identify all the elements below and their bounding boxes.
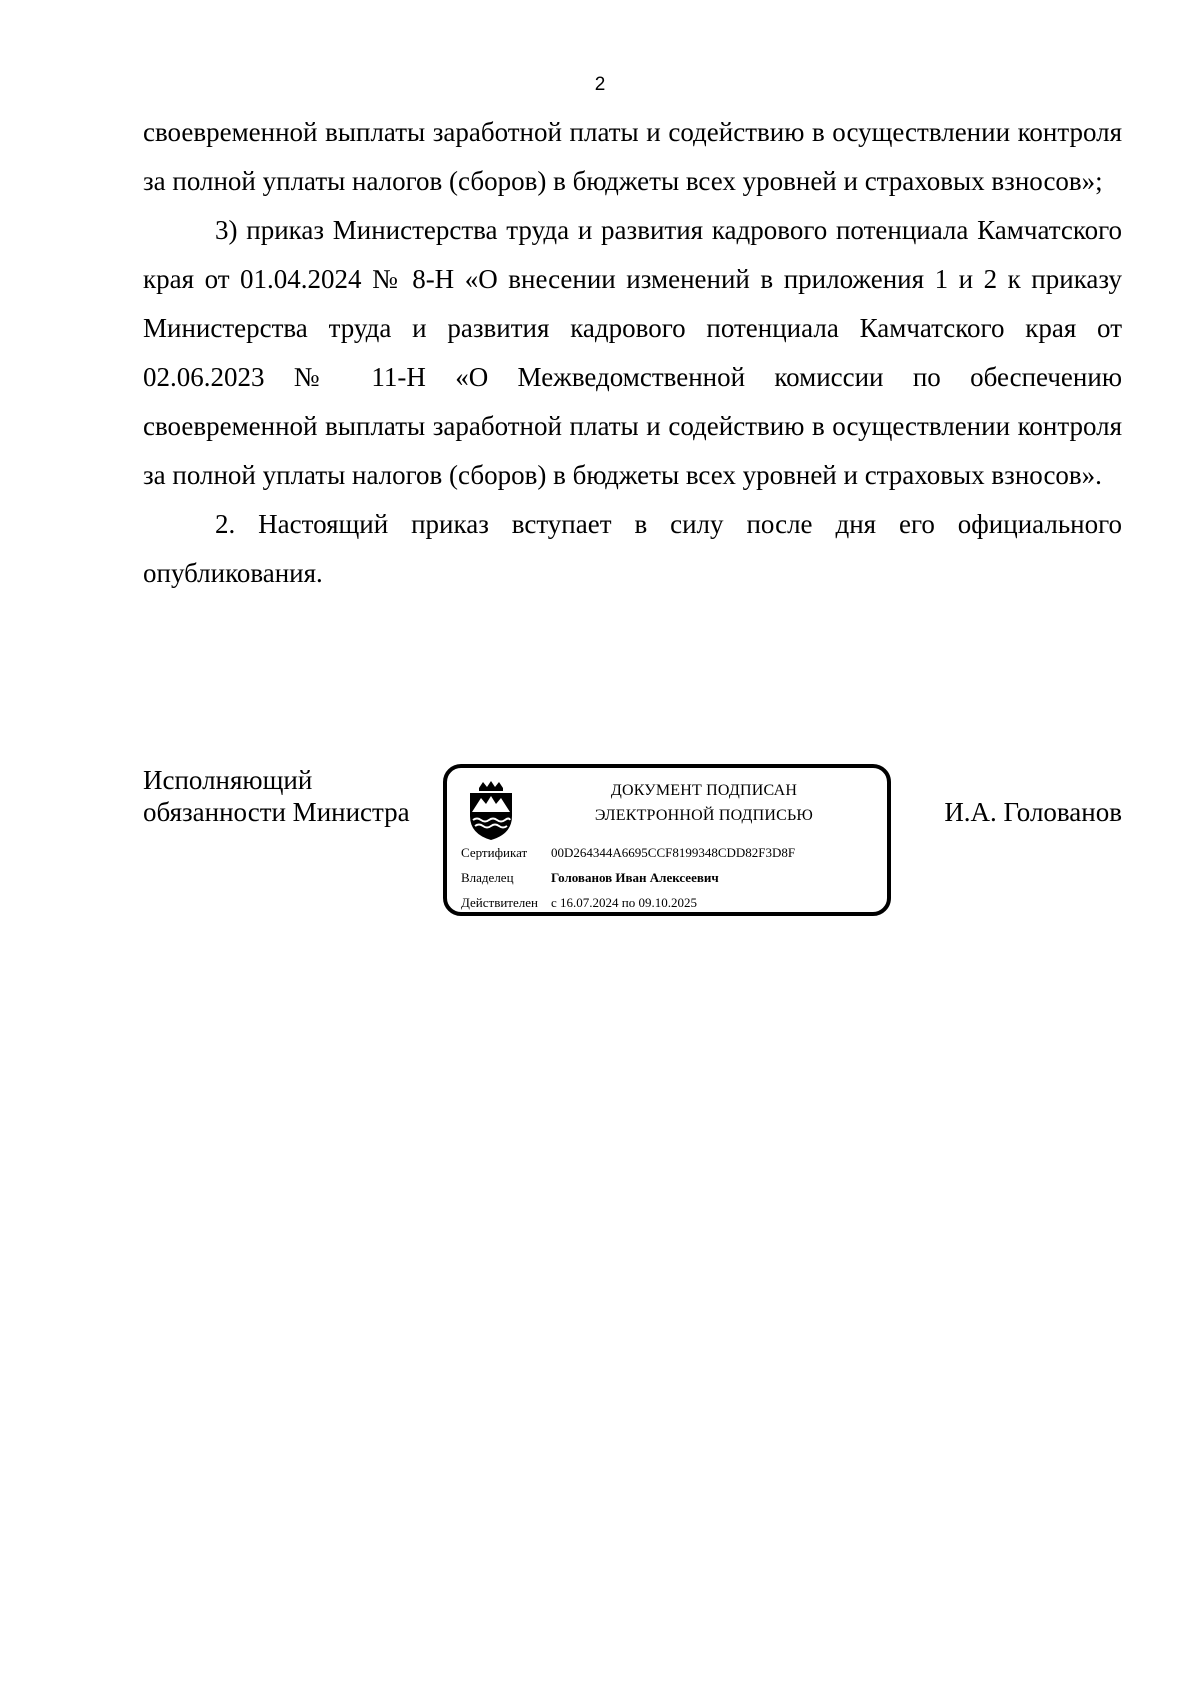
- kamchatka-coat-of-arms-icon: [463, 780, 519, 842]
- stamp-validity-row: [461, 894, 697, 912]
- signatory-name: И.А. Голованов: [944, 797, 1122, 827]
- document-body: [143, 108, 1122, 598]
- stamp-certificate-row: [461, 844, 795, 862]
- signature-block: [143, 764, 1122, 924]
- paragraph-continuation: своевременной выплаты заработной платы и содействию в осуществлении контроля за полной уплаты налогов (сборов) в бюджеты всех уровней и страховых взносов»;: [143, 117, 1122, 196]
- certificate-label: Сертификат: [461, 845, 528, 860]
- validity-label: Действителен: [461, 895, 538, 910]
- stamp-title: [539, 778, 869, 828]
- signatory-position: [143, 764, 410, 828]
- owner-label: Владелец: [461, 870, 514, 885]
- stamp-title-line1: ДОКУМЕНТ ПОДПИСАН: [610, 782, 798, 799]
- validity-value: с 16.07.2024 по 09.10.2025: [551, 895, 697, 910]
- certificate-value: 00D264344A6695CCF8199348CDD82F3D8F: [551, 845, 796, 860]
- signatory-position-line2: обязанности Министра: [143, 797, 410, 827]
- page-number: 2: [594, 74, 606, 95]
- stamp-title-line2: ЭЛЕКТРОННОЙ ПОДПИСЬЮ: [594, 807, 814, 824]
- paragraph-effective-date: 2. Настоящий приказ вступает в силу после дня его официального опубликования.: [143, 509, 1122, 588]
- paragraph-item-3: 3) приказ Министерства труда и развития кадрового потенциала Камчатского края от 01.04.2024 № 8-Н «О внесении изменений в приложения 1 и 2 к приказу Министерства труда и развития кадрового потенциала Камчатского края от 02.06.2023 № 11-Н «О Межведомственной комиссии по обеспечению своевременной выплаты заработной платы и содействию в осуществлении контроля за полной уплаты налогов (сборов) в бюджеты всех уровней и страховых взносов».: [143, 215, 1122, 490]
- stamp-owner-row: [461, 869, 719, 887]
- signatory-position-line1: Исполняющий: [143, 765, 313, 795]
- owner-value: Голованов Иван Алексеевич: [551, 870, 719, 885]
- electronic-signature-stamp: [443, 764, 891, 916]
